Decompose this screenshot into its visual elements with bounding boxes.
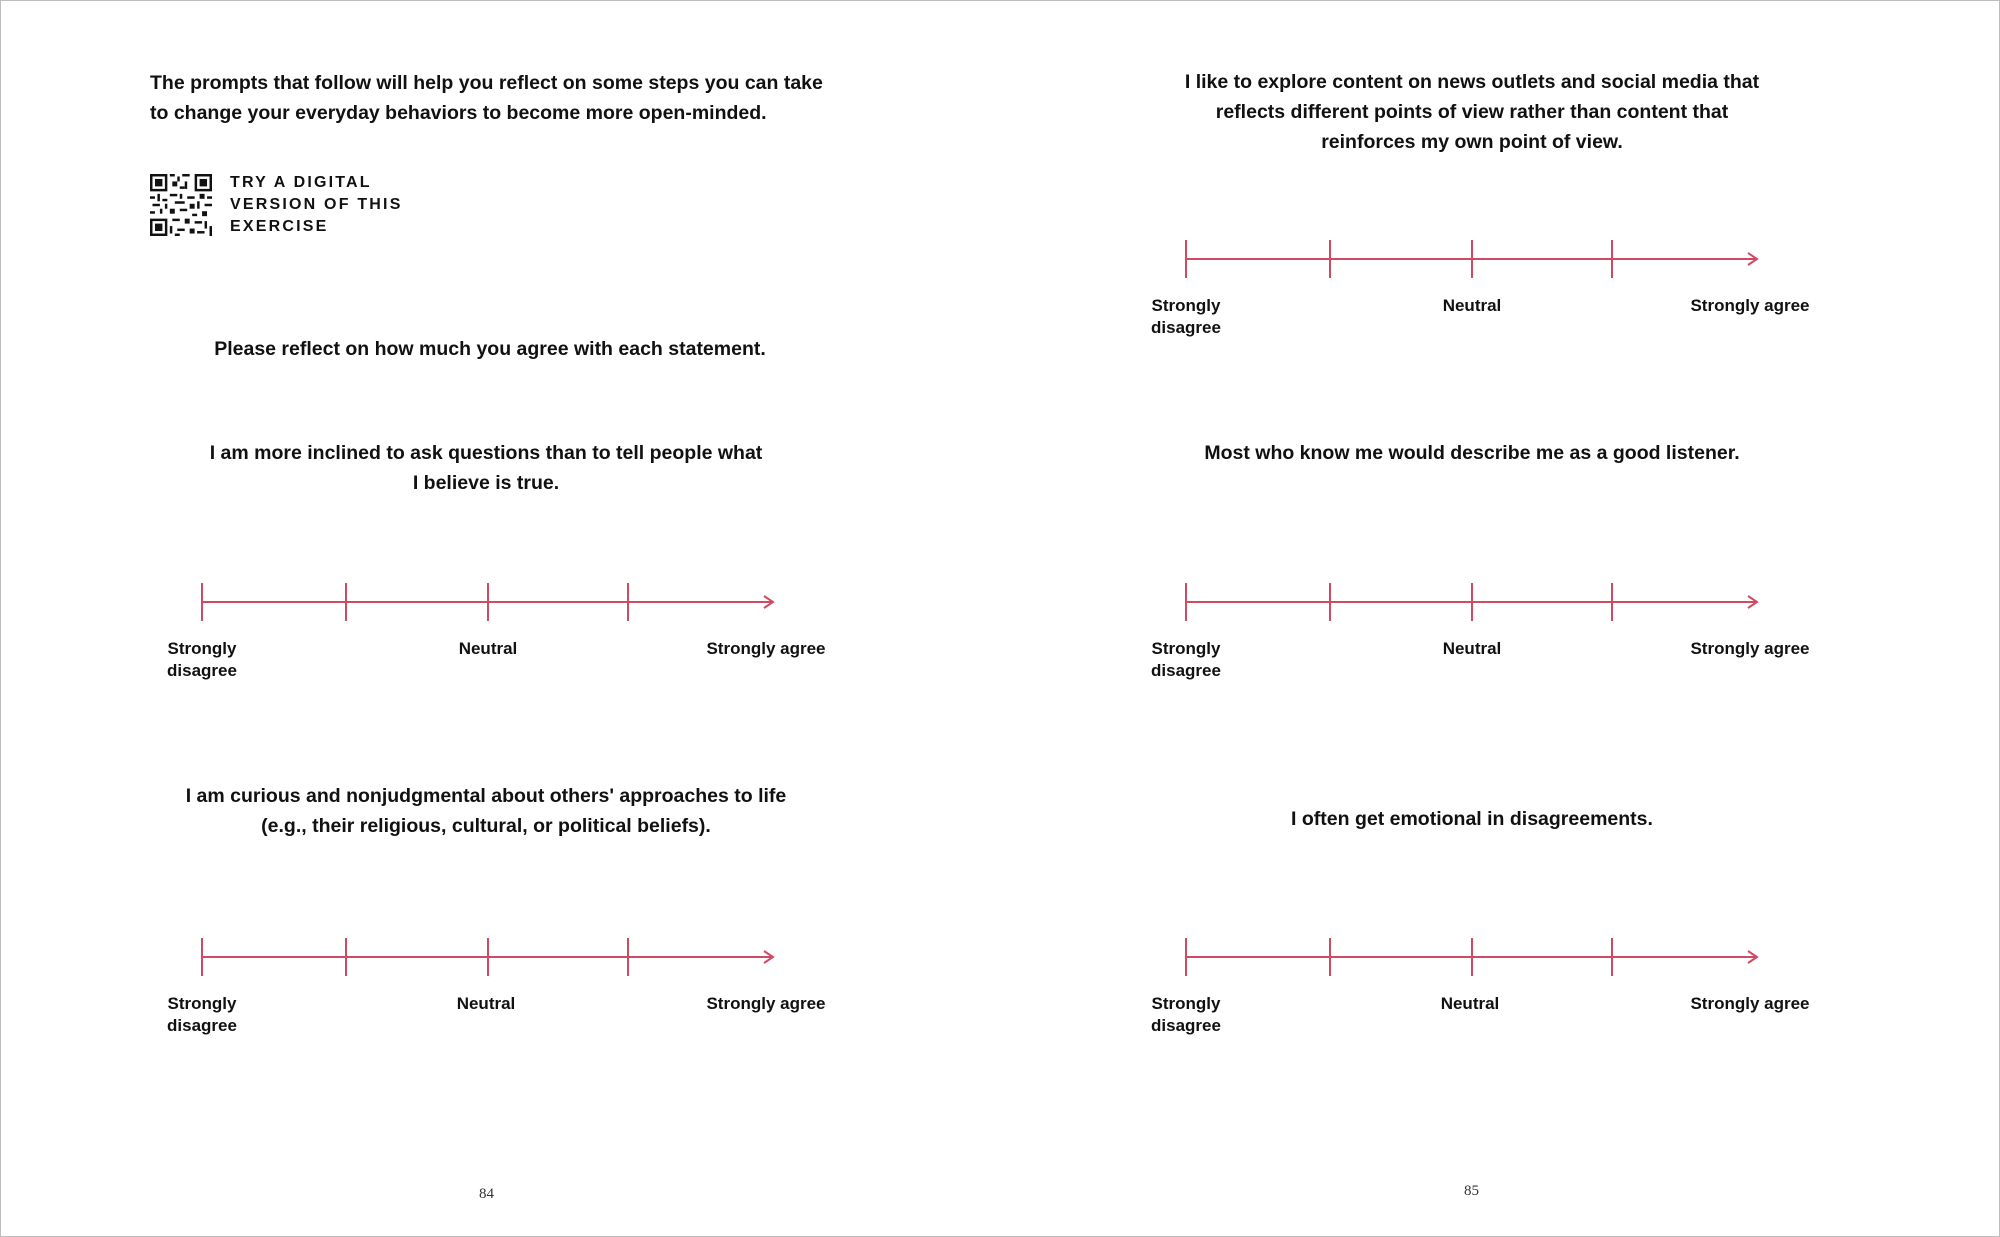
instruction-text: Please reflect on how much you agree with each statement.: [214, 338, 766, 360]
scale-line[interactable]: [202, 938, 782, 978]
scale-line[interactable]: [202, 583, 782, 623]
scale-label-low: Strongly disagree: [1151, 994, 1221, 1035]
scale-label-high: Strongly agree: [706, 639, 826, 658]
statement-line: reflects different points of view rather than content that: [1215, 101, 1729, 123]
agreement-scale-1[interactable]: [167, 583, 842, 693]
scale-label-high: Strongly agree: [1690, 639, 1810, 658]
intro-text: The prompts that follow will help you reflect on some steps you can take to change your everyday behaviors to become more open-minded.: [150, 72, 823, 124]
scale-line[interactable]: [1186, 240, 1766, 280]
statement-line: Most who know me would describe me as a good listener.: [1204, 442, 1740, 464]
statement-4: [1122, 438, 1822, 468]
scale-line[interactable]: [1186, 583, 1766, 623]
statement-2: [136, 781, 836, 841]
agreement-scale-4[interactable]: [1151, 583, 1826, 693]
scale-label-low: Strongly disagree: [1151, 639, 1221, 680]
statement-line: (e.g., their religious, cultural, or political beliefs).: [261, 815, 711, 837]
scale-label-high: Strongly agree: [1690, 994, 1810, 1013]
scale-label-high: Strongly agree: [1690, 296, 1810, 315]
right-page: [1000, 0, 2000, 1237]
statement-line: I like to explore content on news outlets and social media that: [1184, 71, 1760, 93]
scale-label-mid: Neutral: [458, 639, 518, 658]
statement-3: [1122, 67, 1822, 157]
agreement-scale-2[interactable]: [167, 938, 842, 1048]
statement-line: I often get emotional in disagreements.: [1291, 808, 1653, 830]
statement-line: I am curious and nonjudgmental about others' approaches to life: [185, 785, 787, 807]
page-number: 84: [479, 1186, 494, 1202]
agreement-scale-5[interactable]: [1151, 938, 1826, 1048]
scale-label-mid: Neutral: [1442, 639, 1502, 658]
statement-line: I believe is true.: [412, 472, 560, 494]
scale-label-mid: Neutral: [1442, 296, 1502, 315]
digital-exercise-link[interactable]: [150, 174, 430, 238]
qr-code-icon[interactable]: [150, 174, 212, 236]
statement-1: [136, 438, 836, 498]
scale-label-mid: Neutral: [1440, 994, 1500, 1013]
scale-label-low: Strongly disagree: [1151, 296, 1221, 337]
digital-exercise-label[interactable]: TRY A DIGITAL VERSION OF THIS EXERCISE: [230, 174, 403, 235]
statement-line: I am more inclined to ask questions than to tell people what: [209, 442, 763, 464]
scale-label-mid: Neutral: [456, 994, 516, 1013]
scale-label-low: Strongly disagree: [167, 994, 237, 1035]
statement-line: reinforces my own point of view.: [1321, 131, 1623, 153]
statement-5: [1122, 804, 1822, 834]
scale-label-low: Strongly disagree: [167, 639, 237, 680]
page-number: 85: [1464, 1183, 1479, 1199]
scale-label-high: Strongly agree: [706, 994, 826, 1013]
scale-line[interactable]: [1186, 938, 1766, 978]
agreement-scale-3[interactable]: [1151, 240, 1826, 350]
